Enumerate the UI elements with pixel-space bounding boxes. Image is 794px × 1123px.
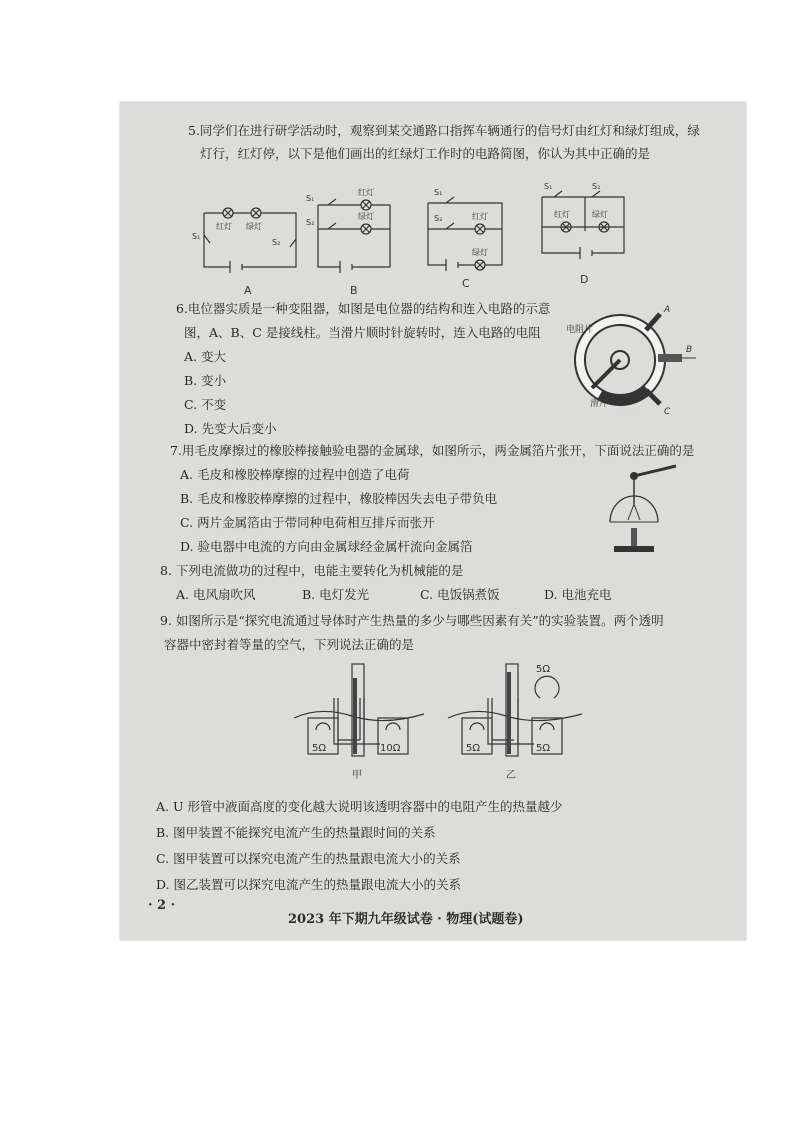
q5-c-s2: S₂	[434, 214, 443, 223]
q5-b-s2: S₂	[306, 218, 315, 227]
q6-label-b: B	[686, 345, 693, 355]
q5-b-green-label: 绿灯	[358, 212, 374, 221]
q8-line1: 8. 下列电流做功的过程中，电能主要转化为机械能的是	[160, 563, 464, 578]
q6-potentiometer-figure	[560, 302, 700, 417]
q5-d-s1: S₁	[544, 182, 553, 191]
q7-line1: 7.用毛皮摩擦过的橡胶棒接触验电器的金属球，如图所示，两金属箔片张开，下面说法正确的是	[170, 443, 695, 458]
q9-choice-d: D. 图乙装置可以探究电流产生的热量跟电流大小的关系	[156, 877, 462, 892]
q6-choice-b: B. 变小	[184, 373, 227, 388]
q9-line1: 9. 如图所示是“探究电流通过导体时产生热量的多少与哪些因素有关”的实验装置。两个透明	[160, 613, 664, 628]
q9-r10: 10Ω	[380, 743, 401, 754]
q9-r5b: 5Ω	[466, 743, 481, 754]
q7-choice-d: D. 验电器中电流的方向由金属球经金属杆流向金属箔	[180, 539, 473, 554]
q5-d-red-label: 红灯	[554, 210, 570, 219]
q9-r5c: 5Ω	[536, 743, 551, 754]
q5-option-b: B	[350, 284, 358, 297]
q5-option-c: C	[462, 277, 470, 290]
q5-c-s1: S₁	[434, 188, 443, 197]
q9-line2: 容器中密封着等量的空气，下列说法正确的是	[164, 637, 415, 652]
q5-a-s2: S₂	[272, 238, 281, 247]
q5-circuit-diagrams	[190, 177, 660, 297]
q9-r5a: 5Ω	[312, 743, 327, 754]
q5-line2: 灯行，红灯停，以下是他们画出的红绿灯工作时的电路简图，你认为其中正确的是	[200, 146, 651, 161]
q7-electroscope-figure	[604, 464, 684, 562]
q8-choice-b: B. 电灯发光	[302, 587, 370, 602]
q9-choice-c: C. 图甲装置可以探究电流产生的热量跟电流大小的关系	[156, 851, 461, 866]
q7-choice-b: B. 毛皮和橡胶棒摩擦的过程中，橡胶棒因失去电子带负电	[180, 491, 498, 506]
q9-r5top: 5Ω	[536, 664, 551, 675]
q8-choice-d: D. 电池充电	[544, 587, 612, 602]
q5-line1: 5.同学们在进行研学活动时，观察到某交通路口指挥车辆通行的信号灯由红灯和绿灯组成，绿	[188, 123, 700, 138]
q6-choice-a: A. 变大	[184, 349, 226, 364]
q9-label-yi: 乙	[506, 770, 516, 781]
q5-option-a: A	[244, 284, 252, 297]
q6-line1: 6.电位器实质是一种变阻器，如图是电位器的结构和连入电路的示意	[176, 301, 551, 316]
q9-choice-b: B. 图甲装置不能探究电流产生的热量跟时间的关系	[156, 825, 436, 840]
bleed-through: · · ·	[620, 402, 638, 415]
q8-choice-c: C. 电饭锅煮饭	[420, 587, 500, 602]
q7-choice-c: C. 两片金属箔由于带同种电荷相互排斥而张开	[180, 515, 435, 530]
q6-label-c: C	[664, 407, 671, 417]
q5-a-red-label: 红灯	[216, 222, 232, 231]
q9-label-jia: 甲	[352, 770, 362, 781]
q6-label-slider: 滑片	[590, 399, 609, 409]
q6-label-resistor: 电阻片	[566, 325, 594, 335]
q5-d-s2: S₂	[592, 182, 601, 191]
q6-choice-d: D. 先变大后变小	[184, 421, 277, 436]
q5-a-s1: S₁	[192, 232, 201, 241]
q6-label-a: A	[664, 305, 671, 315]
q8-choice-a: A. 电风扇吹风	[176, 587, 256, 602]
q5-d-green-label: 绿灯	[592, 210, 608, 219]
q9-apparatus-figure	[290, 658, 590, 788]
page-number: · 2 ·	[148, 898, 176, 913]
q6-choice-c: C. 不变	[184, 397, 227, 412]
q6-line2: 图，A、B、C 是接线柱。当滑片顺时针旋转时，连入电路的电阻	[184, 325, 541, 340]
q7-choice-a: A. 毛皮和橡胶棒摩擦的过程中创造了电荷	[180, 467, 410, 482]
q9-choice-a: A. U 形管中液面高度的变化越大说明该透明容器中的电阻产生的热量越少	[156, 799, 563, 814]
q5-b-s1: S₁	[306, 194, 315, 203]
q5-a-green-label: 绿灯	[246, 222, 262, 231]
exam-page	[120, 102, 746, 940]
footer-title: 2023 年下期九年级试卷 · 物理(试题卷)	[288, 912, 524, 927]
q5-option-d: D	[580, 273, 589, 286]
q5-c-red-label: 红灯	[472, 212, 488, 221]
q5-b-red-label: 红灯	[358, 188, 374, 197]
q5-c-green-label: 绿灯	[472, 248, 488, 257]
